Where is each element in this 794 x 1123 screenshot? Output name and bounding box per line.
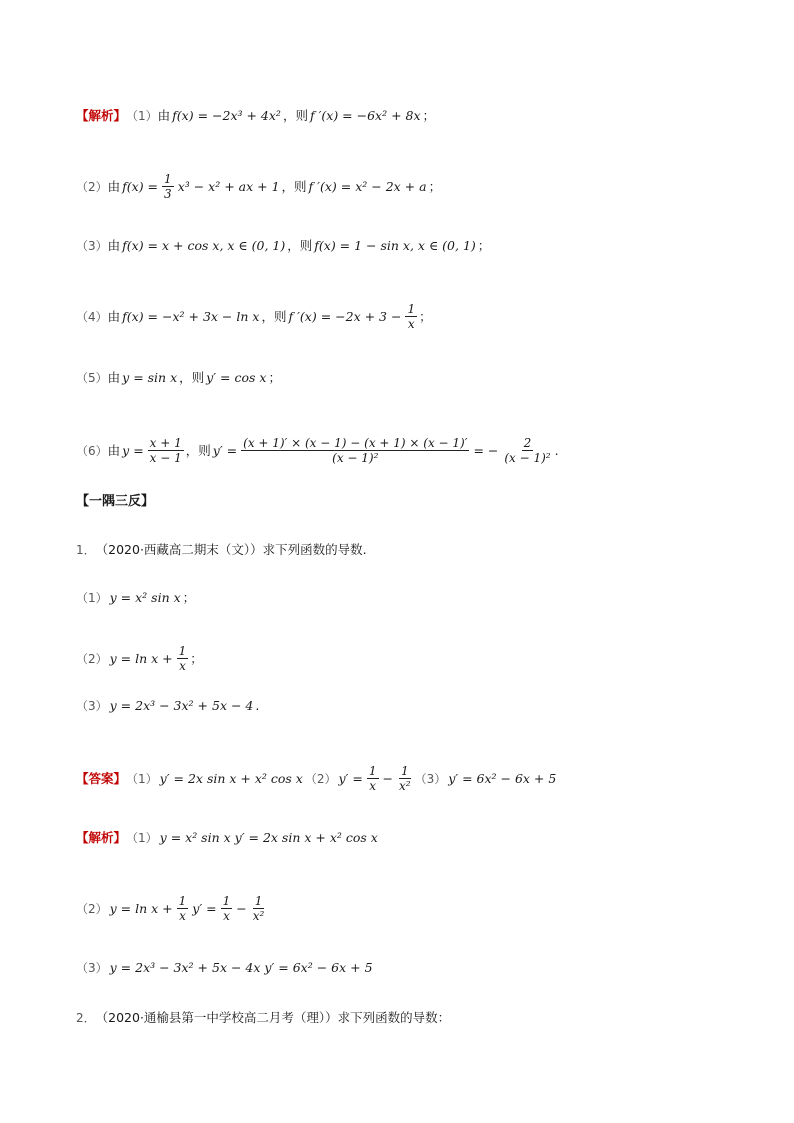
text: 由 (107, 308, 121, 324)
formula: − (382, 770, 393, 786)
question-2-stem (76, 1010, 450, 1026)
question-text: （2020·西藏高二期末（文））求下列函数的导数. (95, 542, 367, 557)
denominator: (x − 1)² (332, 451, 379, 465)
question-1-item-2 (76, 644, 203, 673)
text: ； (268, 370, 281, 385)
formula: y = sin x (122, 370, 178, 385)
formula: y = ln x + (109, 900, 173, 916)
formula: y = x² sin x (109, 590, 181, 605)
numerator: 1 (400, 764, 409, 778)
text: . (554, 442, 559, 458)
numerator: (x + 1)′ × (x − 1) − (x + 1) × (x − 1)′ (243, 436, 468, 450)
text: . (255, 698, 260, 713)
formula: y = 2x³ − 3x² + 5x − 4 (109, 698, 254, 713)
formula: − (236, 900, 247, 916)
analysis-line-3 (76, 960, 375, 976)
solution-line-2 (76, 172, 441, 201)
item-number: （3） (414, 771, 447, 786)
item-number: （2） (76, 901, 108, 916)
question-1-item-1 (76, 590, 195, 606)
denominator: (x − 1)² (504, 451, 551, 465)
formula: y′ = (338, 770, 363, 786)
numerator: 1 (407, 302, 416, 316)
text: ，则 (281, 178, 307, 194)
denominator: x (179, 909, 186, 923)
item-number: （1） (126, 109, 158, 123)
text: ，则 (261, 308, 287, 324)
item-number: （2） (76, 651, 108, 666)
formula: f(x) = −2x³ + 4x² (172, 108, 281, 123)
numerator: 2 (523, 436, 532, 450)
text: 由 (157, 108, 171, 123)
denominator: x (407, 317, 415, 331)
answer-tag: 【答案】 (76, 770, 127, 786)
question-1-item-3 (76, 698, 259, 714)
text: ； (190, 650, 203, 666)
numerator: 1 (164, 172, 172, 186)
solution-line-4 (76, 302, 432, 331)
fraction (367, 764, 379, 793)
item-number: （2） (304, 771, 337, 786)
fraction (502, 436, 552, 465)
text: ； (182, 590, 196, 605)
formula: = − (473, 442, 499, 458)
formula: y′ = (212, 442, 238, 458)
formula: f(x) = −x² + 3x − ln x (122, 308, 260, 324)
text: ； (477, 238, 491, 253)
fraction (397, 764, 413, 793)
text: ； (419, 308, 432, 324)
formula: y′ = 2x sin x + x² cos x (159, 770, 303, 786)
formula: f ′(x) = −6x² + 8x (309, 108, 421, 123)
numerator: 1 (222, 894, 231, 908)
numerator: x + 1 (149, 436, 182, 450)
solution-line-1 (76, 108, 435, 124)
denominator: x² (252, 909, 265, 923)
numerator: 1 (178, 644, 187, 658)
item-number: （6） (76, 443, 108, 458)
text: ； (428, 178, 442, 194)
formula: y′ = cos x (206, 370, 267, 385)
denominator: x² (398, 779, 411, 793)
fraction (162, 172, 174, 201)
formula: f ′(x) = x² − 2x + a (308, 178, 427, 194)
text: 由 (107, 238, 121, 253)
formula: f(x) = 1 − sin x, x ∈ (0, 1) (314, 238, 476, 253)
denominator: x (223, 909, 230, 923)
item-number: （3） (76, 961, 108, 975)
fraction (251, 894, 267, 923)
text: ，则 (282, 108, 308, 123)
text: 由 (107, 442, 121, 458)
text: ，则 (185, 442, 211, 458)
item-number: （2） (76, 179, 108, 194)
item-number: （1） (126, 831, 158, 845)
analysis-tag: 【解析】 (76, 830, 127, 845)
question-number: 2． (76, 1011, 96, 1025)
formula: y = (122, 442, 144, 458)
formula: f ′(x) = −2x + 3 − (288, 308, 402, 324)
analysis-line-2 (76, 894, 268, 923)
solution-line-6 (76, 436, 559, 465)
numerator: 1 (254, 894, 263, 908)
fraction (177, 894, 189, 923)
fraction (221, 894, 233, 923)
analysis-line-1 (76, 830, 380, 846)
denominator: x − 1 (149, 451, 182, 465)
analysis-tag: 【解析】 (76, 108, 127, 123)
section-heading (76, 494, 154, 510)
item-number: （1） (126, 771, 158, 786)
numerator: 1 (368, 764, 377, 778)
fraction (241, 436, 469, 465)
question-number: 1． (76, 543, 96, 557)
denominator: x (369, 779, 377, 793)
question-1-stem (76, 542, 367, 558)
text: ； (422, 108, 436, 123)
item-number: （3） (76, 699, 108, 713)
formula: f(x) = x + cos x, x ∈ (0, 1) (122, 238, 286, 253)
fraction (405, 302, 417, 331)
formula: y = ln x + (109, 650, 173, 666)
denominator: 3 (164, 187, 172, 201)
solution-line-3 (76, 238, 490, 254)
fraction (148, 436, 184, 465)
text: ，则 (287, 238, 313, 253)
text: ，则 (179, 370, 205, 385)
question-text: （2020·通榆县第一中学校高二月考（理））求下列函数的导数： (95, 1010, 451, 1025)
denominator: x (179, 659, 186, 673)
text: 由 (107, 178, 121, 194)
section-heading-text: 【一隅三反】 (76, 494, 155, 509)
item-number: （3） (76, 239, 108, 253)
text: 由 (107, 370, 121, 385)
formula: y = x² sin x y′ = 2x sin x + x² cos x (159, 830, 378, 845)
formula: y′ = (192, 900, 217, 916)
solution-line-5 (76, 370, 281, 386)
numerator: 1 (178, 894, 187, 908)
item-number: （5） (76, 371, 108, 385)
formula: f(x) = (122, 178, 159, 194)
formula: x³ − x² + ax + 1 (177, 178, 280, 194)
answer-line (76, 764, 558, 793)
item-number: （1） (76, 591, 108, 605)
formula: y′ = 6x² − 6x + 5 (448, 770, 557, 786)
item-number: （4） (76, 309, 108, 324)
formula: y = 2x³ − 3x² + 5x − 4x y′ = 6x² − 6x + 5 (109, 960, 373, 975)
fraction (177, 644, 189, 673)
